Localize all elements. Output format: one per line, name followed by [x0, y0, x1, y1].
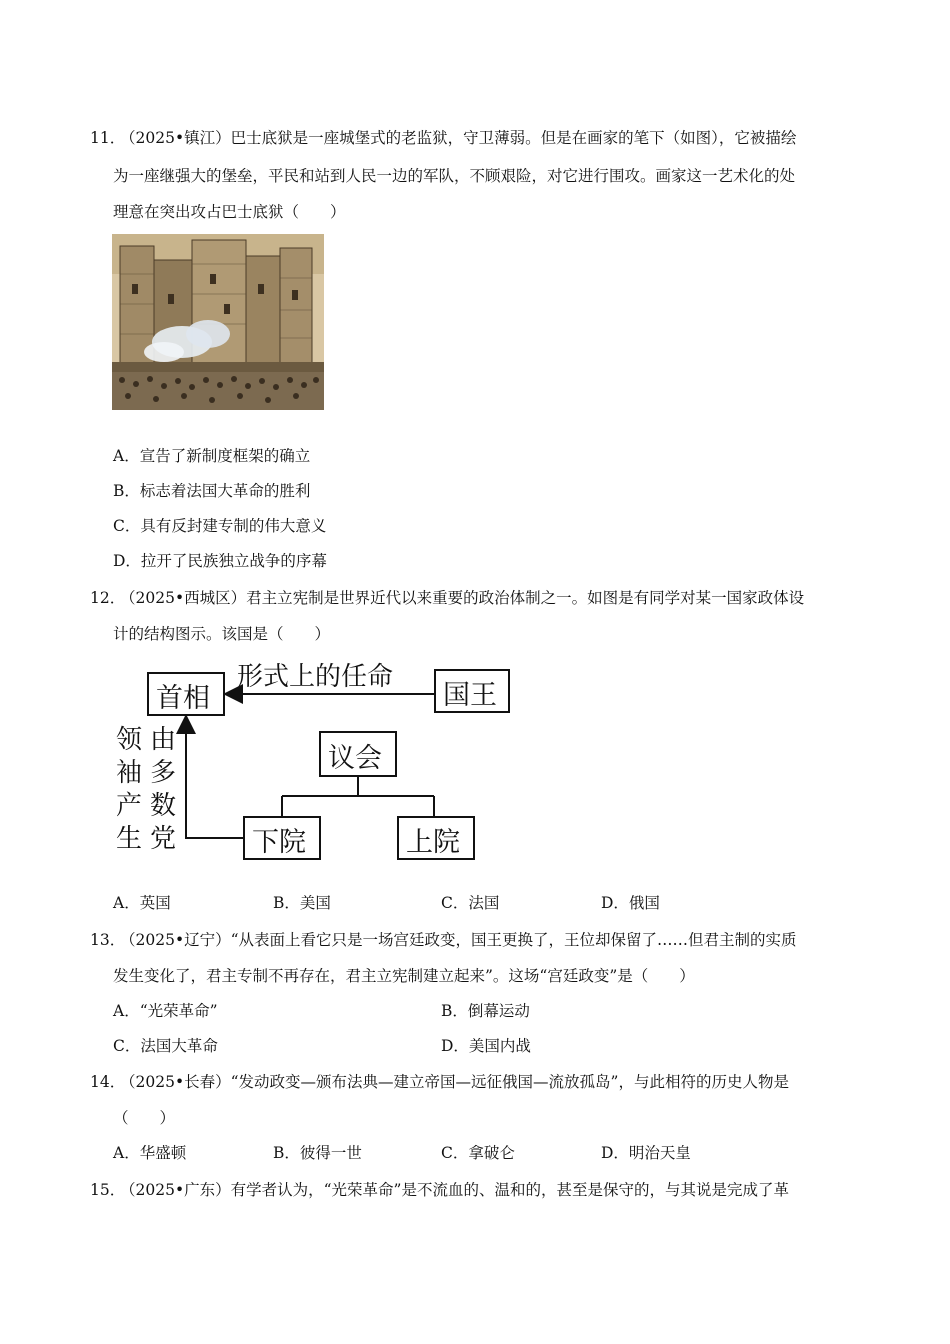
q12-number: 12．: [90, 589, 126, 607]
q13-option-a[interactable]: A．“光荣革命”: [113, 1002, 218, 1020]
q11-text-line2: 为一座继强大的堡垒，平民和站到人民一边的军队，不顾艰险，对它进行围攻。画家这一艺术化的处: [113, 167, 796, 185]
pm-label: 首相: [156, 683, 210, 714]
q13-text-line2: 发生变化了，君主专制不再存在，君主立宪制建立起来”。这场“宫廷政变”是（ ）: [113, 967, 695, 985]
q12-option-a[interactable]: A．英国: [113, 894, 171, 912]
q13-number: 13．: [90, 931, 126, 949]
q12-text-line2: 计的结构图示。该国是（ ）: [113, 625, 331, 643]
q12-option-b[interactable]: B．美国: [273, 894, 331, 912]
q11-text-line1: （2025•镇江）巴士底狱是一座城堡式的老监狱，守卫薄弱。但是在画家的笔下（如图），它被描绘: [120, 129, 797, 147]
q11-option-d[interactable]: D．拉开了民族独立战争的序幕: [113, 552, 327, 570]
side-text-col2: 由 多 数 党: [150, 725, 177, 854]
q12-text-line1: （2025•西城区）君主立宪制是世界近代以来重要的政治体制之一。如图是有同学对某一国家政体设: [120, 589, 805, 607]
q11-option-b[interactable]: B．标志着法国大革命的胜利: [113, 482, 311, 500]
appoint-label: 形式上的任命: [237, 662, 394, 692]
q12-option-d[interactable]: D．俄国: [601, 894, 660, 912]
q14-option-a[interactable]: A．华盛顿: [113, 1144, 187, 1162]
upper-house-label: 上院: [406, 827, 460, 858]
q12-option-c[interactable]: C．法国: [441, 894, 500, 912]
q14-text-line2: （ ）: [113, 1109, 176, 1127]
lower-house-label: 下院: [252, 827, 306, 858]
q15-text-line1: （2025•广东）有学者认为，“光荣革命”是不流血的、温和的，甚至是保守的，与其说是完成了革: [120, 1181, 789, 1199]
q13-option-d[interactable]: D．美国内战: [441, 1037, 531, 1055]
bastille-painting: [112, 234, 324, 410]
side-text-col1: 领 袖 产 生: [116, 725, 143, 854]
parliament-label: 议会: [328, 743, 382, 774]
q14-number: 14．: [90, 1073, 126, 1091]
q13-option-b[interactable]: B．倒幕运动: [441, 1002, 530, 1020]
q14-option-c[interactable]: C．拿破仑: [441, 1144, 515, 1162]
q14-option-b[interactable]: B．彼得一世: [273, 1144, 362, 1162]
q15-number: 15．: [90, 1181, 126, 1199]
q14-text-line1: （2025•长春）“发动政变—颁布法典—建立帝国—远征俄国—流放孤岛”，与此相符的历史人物是: [120, 1073, 789, 1091]
q13-option-c[interactable]: C．法国大革命: [113, 1037, 218, 1055]
q13-text-line1: （2025•辽宁）“从表面上看它只是一场宫廷政变，国王更换了，王位却保留了……但君主制的实质: [120, 931, 797, 949]
king-label: 国王: [443, 680, 497, 711]
government-structure-diagram: [112, 654, 512, 866]
q11-option-c[interactable]: C．具有反封建专制的伟大意义: [113, 517, 327, 535]
majority-leader-arrow: [186, 718, 244, 838]
q11-number: 11．: [90, 129, 126, 147]
q14-option-d[interactable]: D．明治天皇: [601, 1144, 691, 1162]
q11-text-line3: 理意在突出攻占巴士底狱（ ）: [113, 203, 346, 221]
q11-option-a[interactable]: A．宣告了新制度框架的确立: [113, 447, 311, 465]
